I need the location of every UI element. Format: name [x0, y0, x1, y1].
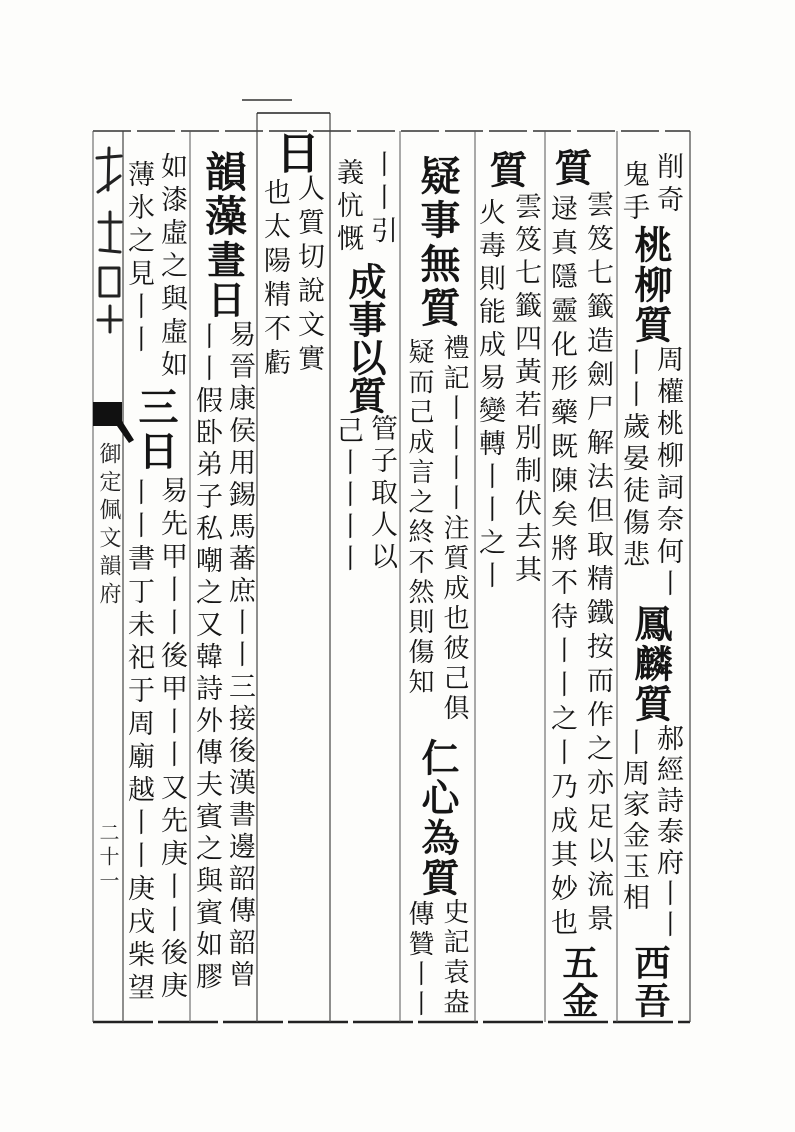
- annotation-right: 郝經詩泰府丨丨: [652, 724, 683, 941]
- annotation-left: 己丨丨丨丨: [332, 416, 363, 576]
- fish-tail-mark: [93, 402, 134, 443]
- headword: 晝日: [201, 240, 246, 320]
- annotation-left: 鬼手: [618, 160, 649, 226]
- annotation-left: 丨丨書丁未祀于周廟越丨丨庚戌柴望: [123, 478, 154, 1006]
- page-number: 二十一: [96, 822, 120, 894]
- annotation-left: 丨周家金玉相: [618, 728, 649, 914]
- annotation-right: 史記袁盎: [439, 898, 469, 1018]
- headword: 三日: [132, 386, 179, 474]
- annotation-right: 削奇: [652, 152, 683, 218]
- headword: 桃柳質: [628, 225, 673, 345]
- headword: 疑事無質: [414, 155, 461, 331]
- annotation-right: 如漆虛之與虛如: [156, 152, 187, 383]
- annotation-left: 傳贊丨丨: [404, 900, 434, 1020]
- annotation-left: 逯真隱靈化形藥既陳矣將不待丨丨之丨乃成其妙也: [546, 194, 577, 942]
- headword: 成事以質: [342, 262, 387, 414]
- headword: 質: [483, 150, 528, 190]
- annotation-right: 禮記丨丨丨丨注質成也彼己俱: [439, 334, 469, 724]
- annotation-right: 人質切說文實: [293, 174, 324, 378]
- headword: 鳳麟質: [628, 604, 673, 724]
- annotation-right: 周權桃柳詞奈何丨: [652, 345, 683, 601]
- annotation-left: 疑而己成言之終不然則傷知: [404, 338, 434, 698]
- annotation-right: 雲笈七籤造劍尸解法但取精鐵按而作之亦足以流景: [582, 190, 613, 938]
- annotation-right: 易先甲丨丨後甲丨丨又先庚丨丨後庚: [156, 476, 187, 1004]
- headword: 西吾: [629, 944, 671, 1020]
- annotation-right: 雲笈七籤四黃若別制伏去其: [510, 192, 541, 588]
- annotation-right: 易晉康侯用錫馬蕃庶丨丨三接後漢書邊韶傳韶曾: [224, 320, 255, 992]
- annotation-right: 丨丨引: [366, 150, 397, 249]
- annotation-left: 薄氷之見丨丨: [123, 160, 154, 358]
- annotation-left: 義忼慨: [332, 158, 363, 257]
- annotation-right: 管子取人以: [366, 414, 397, 574]
- annotation-left: 丨丨歲晏徒傷悲: [618, 348, 649, 572]
- annotation-left: 也太陽精不虧: [259, 178, 290, 382]
- headword: 五金: [557, 944, 599, 1020]
- annotation-left: 火毒則能成易變轉丨丨之丨: [474, 198, 505, 594]
- section-marker: 韻藻: [199, 150, 248, 238]
- headword: 仁心為質: [415, 738, 460, 898]
- book-title: 御定佩文韻府: [96, 442, 121, 610]
- annotation-left: 丨丨假卧弟子私嘲之又韓詩外傳夫賓之與賓如膠: [191, 322, 222, 994]
- headword: 質: [548, 148, 593, 188]
- rhyme-heading: 日: [268, 130, 319, 176]
- cropped-glyph-fragments: [97, 148, 121, 332]
